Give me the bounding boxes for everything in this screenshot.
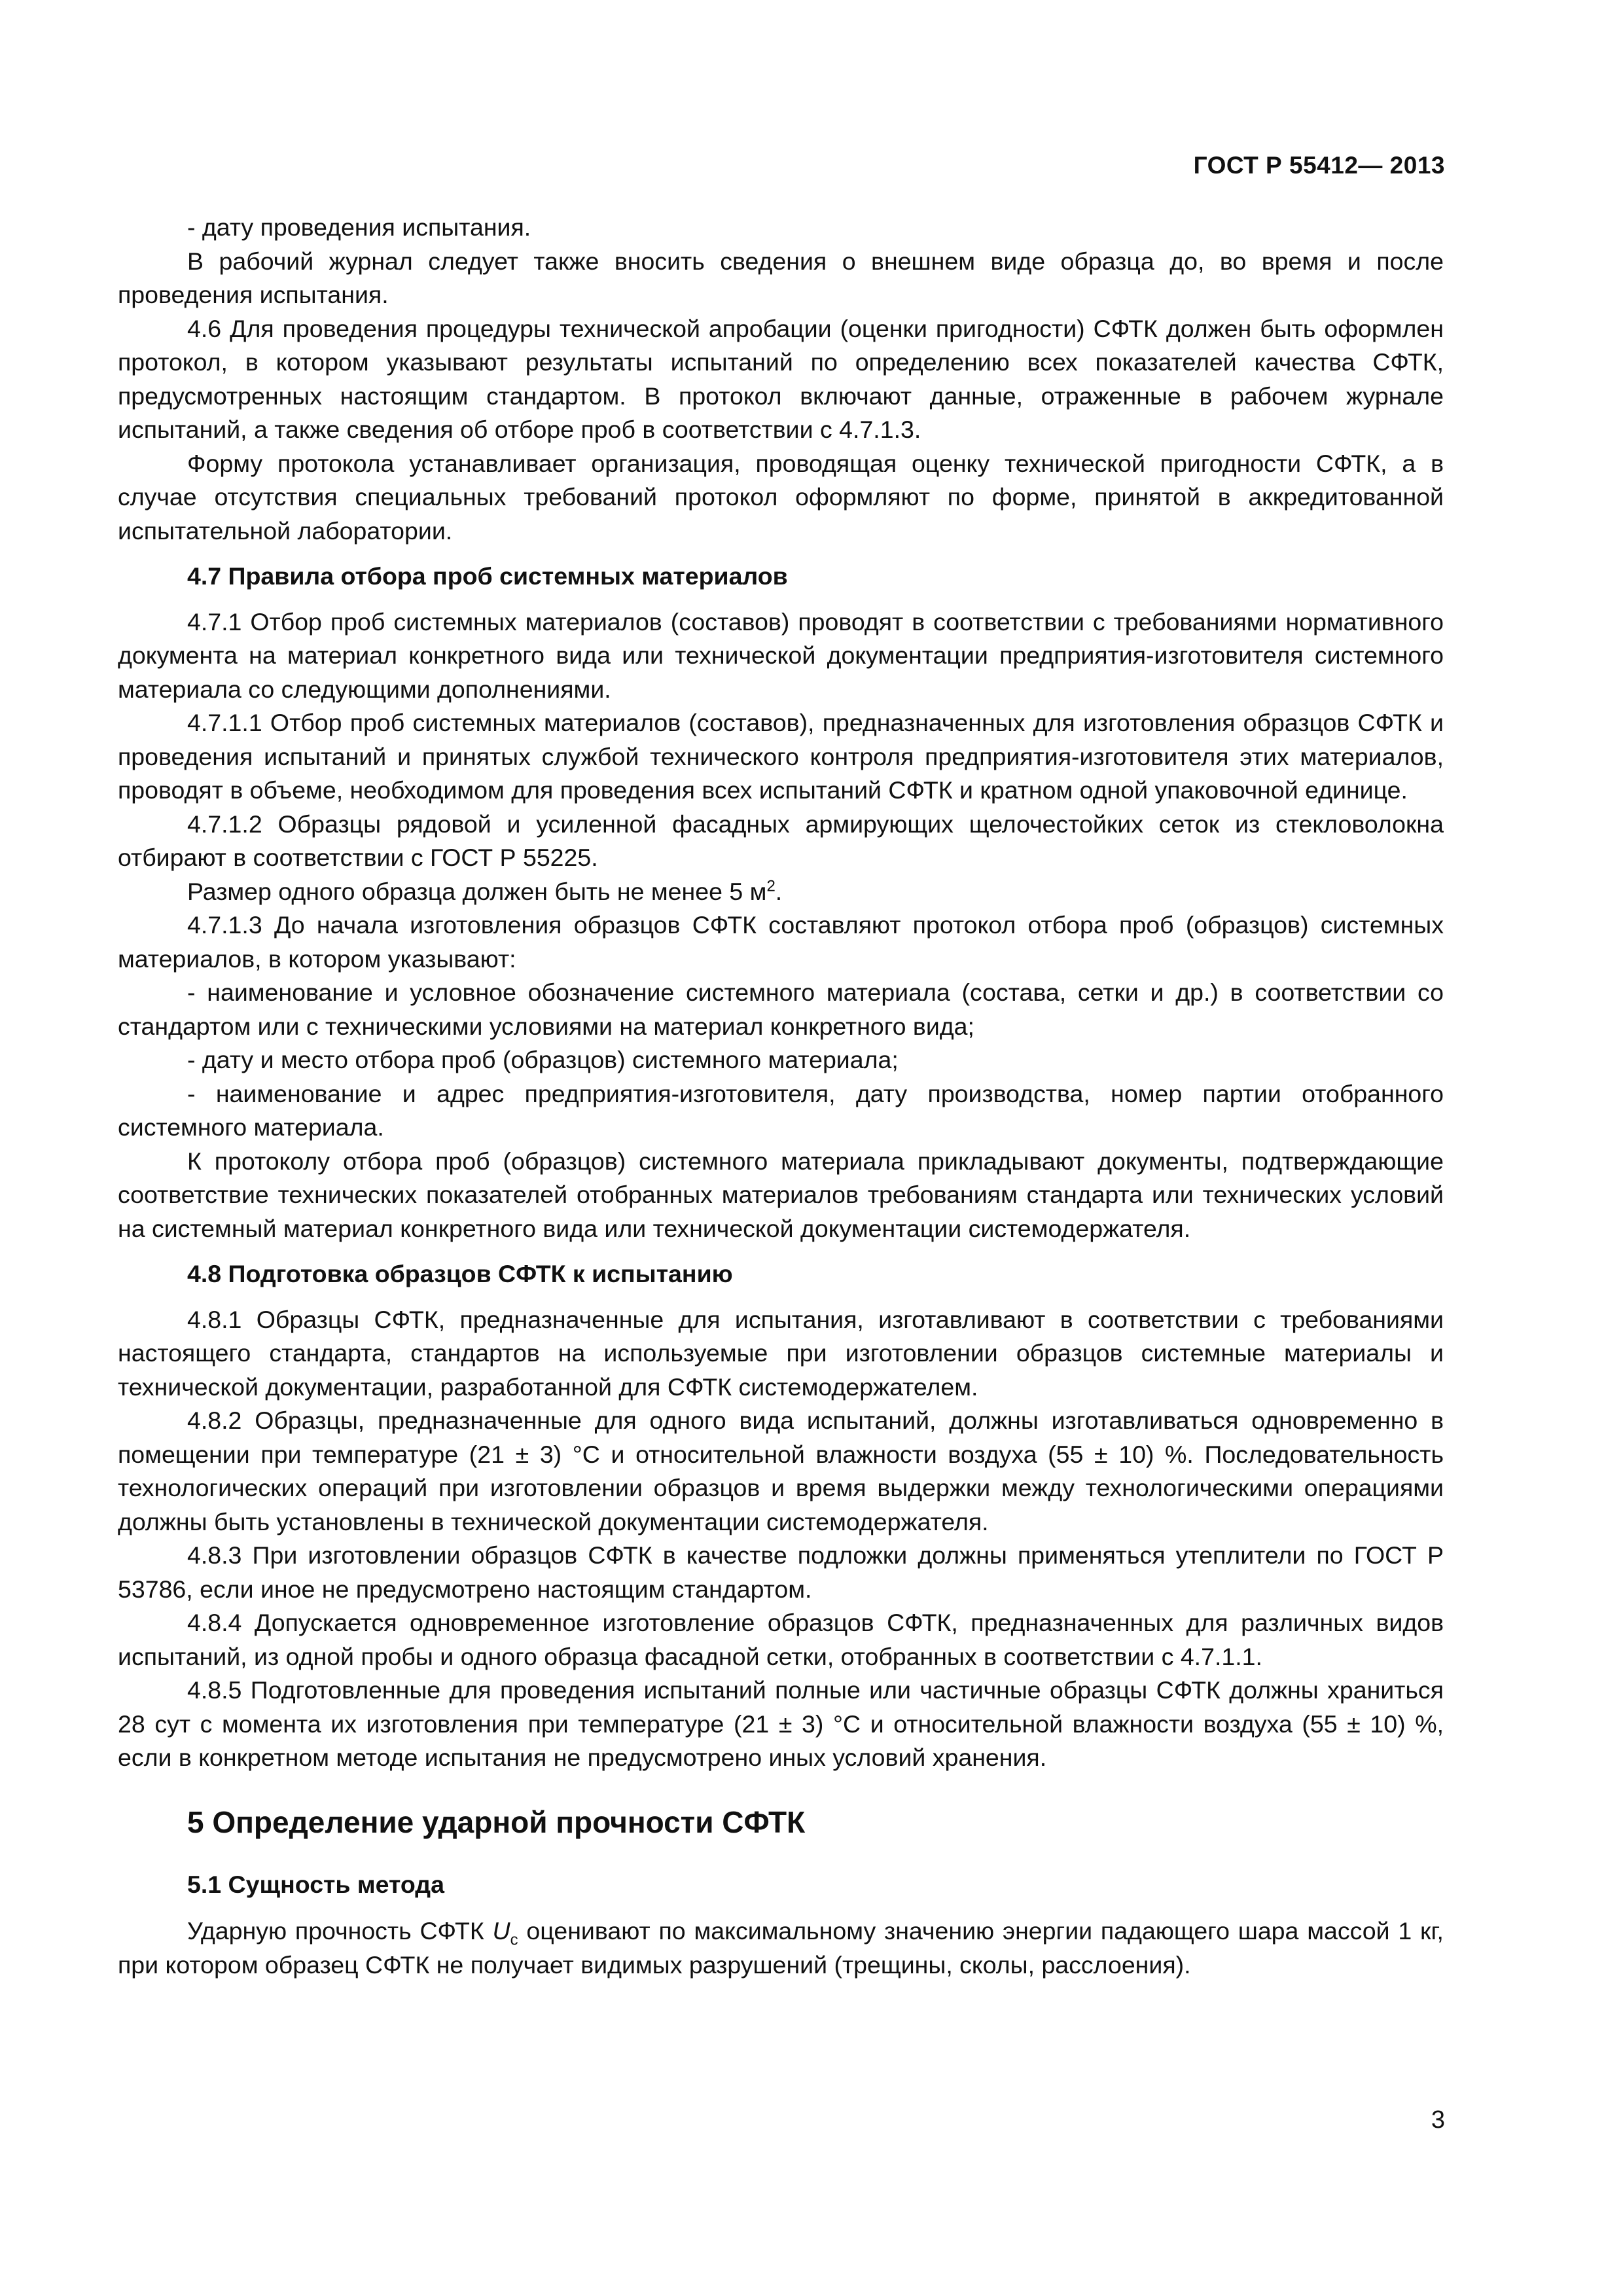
list-item: - наименование и адрес предприятия-изготовителя, дату производства, номер партии отобранного системного материала. — [118, 1079, 1444, 1141]
section-heading-5-1: 5.1 Сущность метода — [187, 1870, 444, 1898]
paragraph: 4.8.2 Образцы, предназначенные для одного вида испытаний, должны изготавливаться одновременно в помещении при температуре (21 ± 3) °С и относительной влажности воздуха (55 ± 10) %. Последовательность технологических операций при изготовлении образцов и время выдержки между технологическими операциями должны быть установлены в технической документации системодержателя. — [118, 1407, 1444, 1535]
paragraph: 4.8.5 Подготовленные для проведения испытаний полные или частичные образцы СФТК должны храниться 28 сут с момента их изготовления при температуре (21 ± 3) °С и относительной влажности воздуха (55 ± 10) %, если в конкретном методе испытания не предусмотрено иных условий хранения. — [118, 1676, 1444, 1771]
paragraph: 4.8.1 Образцы СФТК, предназначенные для испытания, изготавливают в соответствии с требованиями настоящего стандарта, стандартов на используемые при изготовлении образцов системные материалы и технической документации, разработанной для СФТК системодержателем. — [118, 1305, 1444, 1401]
paragraph: 4.7.1.2 Образцы рядовой и усиленной фасадных армирующих щелочестойких сеток из стекловолокна отбирают в соответствии с ГОСТ Р 55225. — [118, 810, 1444, 871]
section-heading-4-7: 4.7 Правила отбора проб системных материалов — [187, 562, 788, 590]
paragraph — [118, 1914, 1444, 1982]
paragraph: - дату проведения испытания. — [187, 213, 531, 241]
paragraph: В рабочий журнал следует также вносить сведения о внешнем виде образца до, во время и после проведения испытания. — [118, 247, 1444, 308]
document-header: ГОСТ Р 55412— 2013 — [1193, 152, 1445, 179]
list-item: - наименование и условное обозначение системного материала (состава, сетки и др.) в соответствии со стандартом или с техническими условиями на материал конкретного вида; — [118, 978, 1444, 1040]
paragraph — [118, 875, 1444, 909]
paragraph: 4.6 Для проведения процедуры технической апробации (оценки пригодности) СФТК должен быть оформлен протокол, в котором указывают результаты испытаний по определению всех показателей качества СФТК, предусмотренных настоящим стандартом. В протокол включают данные, отраженные в рабочем журнале испытаний, а также сведения об отборе проб в соответствии с 4.7.1.3. — [118, 314, 1444, 443]
list-item: - дату и место отбора проб (образцов) системного материала; — [187, 1046, 899, 1073]
document-body — [118, 211, 1444, 1982]
paragraph: Форму протокола устанавливает организация, проводящая оценку технической пригодности СФТК, а в случае отсутствия специальных требований протокол оформляют по форме, принятой в аккредитованной испытательной лаборатории. — [118, 449, 1444, 545]
superscript: 2 — [766, 877, 776, 895]
paragraph: К протоколу отбора проб (образцов) системного материала прикладывают документы, подтверждающие соответствие технических показателей отобранных материалов требованиям стандарта или технических условий на системный материал конкретного вида или технической документации системодержателя. — [118, 1147, 1444, 1242]
paragraph: 4.8.4 Допускается одновременное изготовление образцов СФТК, предназначенных для различных видов испытаний, из одной пробы и одного образца фасадной сетки, отобранных в соответствии с 4.7.1.1. — [118, 1609, 1444, 1670]
page-number: 3 — [1431, 2106, 1445, 2134]
paragraph-text: оценивают по максимальному значению энергии падающего шара массой 1 кг, при котором образец СФТК не получает видимых разрушений (трещины, сколы, расслоения). — [118, 1917, 1444, 1979]
paragraph: 4.8.3 При изготовлении образцов СФТК в качестве подложки должны применяться утеплители по ГОСТ Р 53786, если иное не предусмотрено настоящим стандартом. — [118, 1541, 1444, 1603]
section-heading-4-8: 4.8 Подготовка образцов СФТК к испытанию — [187, 1260, 733, 1287]
section-heading-5: 5 Определение ударной прочности СФТК — [187, 1804, 806, 1839]
paragraph: 4.7.1.3 До начала изготовления образцов СФТК составляют протокол отбора проб (образцов) системных материалов, в котором указывают: — [118, 911, 1444, 973]
symbol: U — [492, 1917, 510, 1945]
paragraph-text: . — [775, 877, 783, 905]
paragraph: 4.7.1 Отбор проб системных материалов (составов) проводят в соответствии с требованиями нормативного документа на материал конкретного вида или технической документации предприятия-изготовителя системного материала со следующими дополнениями. — [118, 607, 1444, 703]
paragraph: 4.7.1.1 Отбор проб системных материалов (составов), предназначенных для изготовления образцов СФТК и проведения испытаний и принятых службой технического контроля предприятия-изготовителя этих материалов, проводят в объеме, необходимом для проведения всех испытаний СФТК и кратном одной упаковочной единице. — [118, 709, 1444, 804]
paragraph-text: Ударную прочность СФТК — [187, 1917, 493, 1945]
paragraph-text: Размер одного образца должен быть не менее 5 м — [187, 877, 767, 905]
subscript: с — [510, 1931, 518, 1949]
